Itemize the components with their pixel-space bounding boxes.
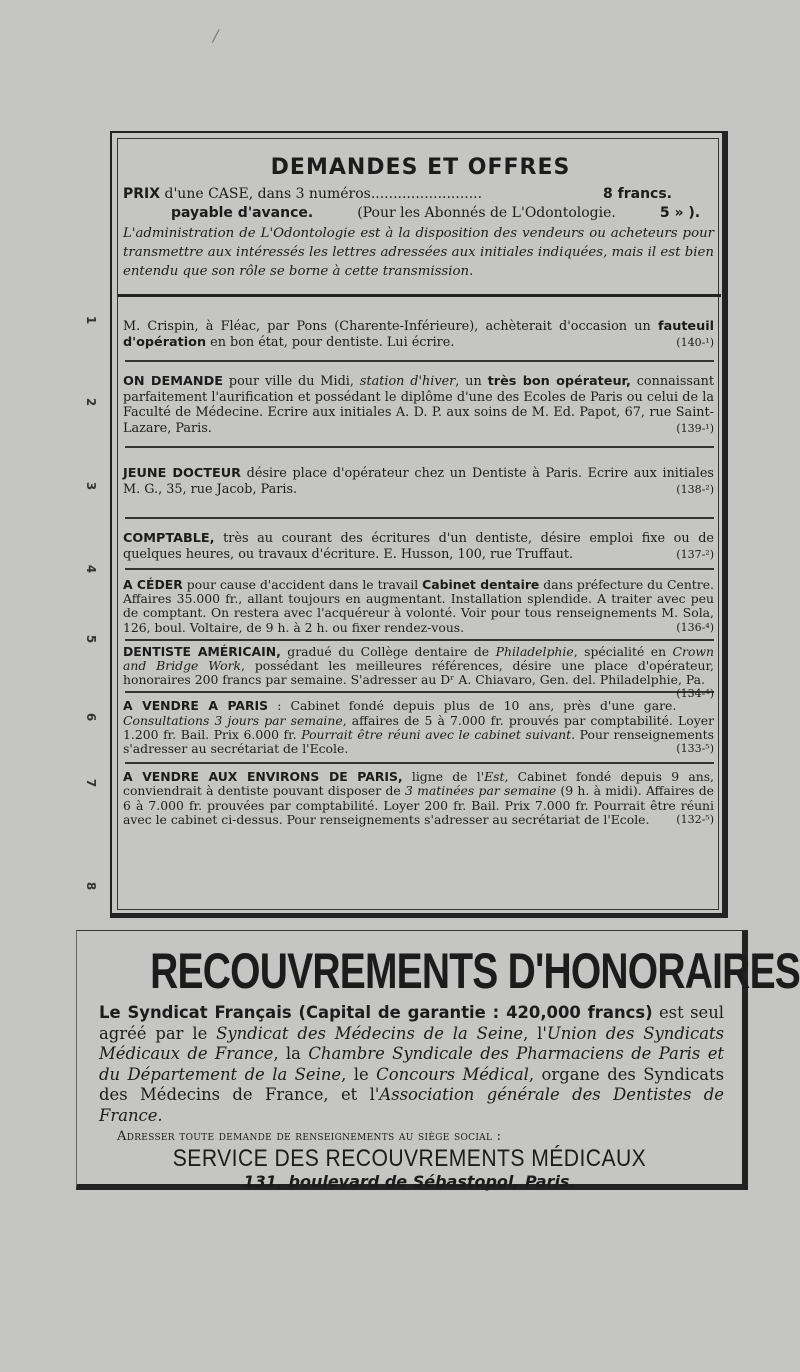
ad-bold: très bon opérateur, bbox=[487, 374, 631, 389]
price-label: PRIX bbox=[123, 186, 161, 202]
margin-number: 4 bbox=[84, 564, 99, 574]
divider bbox=[125, 568, 714, 570]
banner-italic: Union des Syndicats Médicaux de France bbox=[99, 1023, 725, 1063]
banner-text: , le bbox=[341, 1064, 377, 1084]
price-block bbox=[123, 185, 718, 223]
ad-italic: Philadelphie bbox=[495, 643, 574, 659]
margin-number: 7 bbox=[84, 778, 99, 788]
street-address: 131, boulevard de Sébastopol, Paris. bbox=[243, 1172, 576, 1191]
ad-text: très au courant des écritures d'un dentiste, désire emploi fixe ou de quelques heures, ou travaux d'écriture. E. Husson, 100, rue Truffaut. bbox=[123, 531, 714, 562]
classifieds-box bbox=[110, 131, 728, 918]
ad-text: , Cabinet fondé depuis 9 ans, conviendrait à dentiste pouvant disposer de bbox=[123, 769, 714, 799]
classified-ad bbox=[123, 531, 718, 562]
page-mark: / bbox=[213, 26, 219, 45]
ad-text: ligne de l' bbox=[402, 769, 485, 785]
ad-reference: (134-⁴) bbox=[676, 687, 714, 701]
ad-text: , affaires de 5 à 7.000 fr. prouvés par comptabilité. Loyer 1.200 fr. Bail. Prix 6.000 fr. bbox=[123, 712, 714, 742]
subscriber-text: (Pour les Abonnés de L'Odontologie. bbox=[357, 205, 616, 221]
payable-label: payable d'avance. bbox=[171, 205, 314, 221]
divider bbox=[125, 517, 714, 519]
divider bbox=[125, 446, 714, 448]
ad-reference: (137-²) bbox=[676, 547, 714, 561]
classified-ad bbox=[123, 578, 718, 635]
classified-ad bbox=[123, 466, 718, 497]
ad-heading: A VENDRE AUX ENVIRONS DE PARIS, bbox=[123, 769, 403, 785]
ad-italic: Pourrait être réuni avec le cabinet suivant. bbox=[301, 726, 576, 742]
banner-bold: Le Syndicat Français (Capital de garantie : 420,000 francs) bbox=[99, 1003, 653, 1022]
administration-note: L'administration de L'Odontologie est à la disposition des vendeurs ou acheteurs pour transmettre aux intéressés les lettres adressées aux initiales indiquées, mais il est bien entendu que son rôle se borne à cette transmission. bbox=[123, 226, 714, 279]
banner-italic: Association générale des Dentistes de France. bbox=[99, 1085, 724, 1125]
classifieds-inner bbox=[117, 138, 719, 910]
classified-ad bbox=[123, 319, 718, 350]
banner-text: , organe des Syndicats des Médecins de France, et l' bbox=[99, 1064, 724, 1104]
margin-number: 2 bbox=[84, 397, 99, 407]
section-title: DEMANDES ET OFFRES bbox=[270, 155, 571, 180]
ad-text: pour ville du Midi, bbox=[222, 374, 360, 389]
ad-bold: Cabinet dentaire bbox=[422, 577, 540, 592]
ad-italic: Crown and Bridge Work bbox=[123, 643, 714, 674]
banner-text: est seul agréé par le bbox=[99, 1003, 724, 1043]
ad-italic: Est bbox=[484, 769, 505, 785]
ad-bold: fauteuil d'opération bbox=[123, 319, 714, 350]
ad-text: , un bbox=[455, 374, 488, 389]
banner-text: , l' bbox=[523, 1023, 547, 1043]
ad-text: en bon état, pour dentiste. Lui écrire. bbox=[206, 334, 455, 350]
ad-reference: (139-¹) bbox=[676, 421, 714, 435]
ad-italic: Consultations 3 jours par semaine bbox=[123, 712, 343, 728]
banner-paragraph bbox=[99, 1003, 724, 1126]
recovery-banner bbox=[76, 930, 800, 1191]
ad-text: gradué du Collège dentaire de bbox=[280, 643, 496, 659]
classified-ad bbox=[123, 699, 718, 756]
ad-text: pour cause d'accident dans le travail bbox=[182, 577, 423, 592]
divider bbox=[125, 639, 714, 641]
ad-text: : Cabinet fondé depuis plus de 10 ans, près d'une gare. bbox=[268, 698, 677, 714]
service-name: SERVICE DES RECOUVREMENTS MÉDICAUX bbox=[172, 1145, 647, 1172]
ad-reference: (138-²) bbox=[676, 482, 714, 496]
ad-text: connaissant parfaitement l'aurification et possédant le diplôme d'une des Ecoles de Paris ou celui de la Faculté de Médecine. Ecrire aux initiales A. D. P. aux soins de M. Ed. Papot, 67, rue Saint-Lazare, Paris. bbox=[123, 374, 714, 436]
ad-heading: A VENDRE A PARIS bbox=[123, 698, 269, 714]
ad-text: , possédant les meilleures références, désire une place d'opérateur, honoraires 200 francs par semaine. S'adresser au Dʳ A. Chiavaro, Gen. del. Philadelphie, Pa. bbox=[123, 658, 714, 688]
price-text: d'une CASE, dans 3 numéros......................... bbox=[164, 186, 483, 202]
divider bbox=[125, 691, 714, 693]
price-line-2 bbox=[123, 204, 718, 223]
divider bbox=[118, 294, 721, 297]
price-line-1 bbox=[123, 185, 718, 204]
ad-reference: (133-⁵) bbox=[676, 742, 714, 756]
ad-heading: DENTISTE AMÉRICAIN, bbox=[123, 643, 281, 659]
margin-number: 3 bbox=[84, 481, 99, 491]
classified-ad bbox=[123, 770, 718, 827]
divider bbox=[125, 762, 714, 764]
ad-reference: (140-¹) bbox=[676, 335, 714, 349]
margin-number: 8 bbox=[84, 881, 99, 891]
ad-heading: A CÉDER bbox=[123, 577, 183, 592]
address-instruction: Adresser toute demande de renseignements au siège social : bbox=[117, 1129, 502, 1144]
classified-ad bbox=[123, 643, 718, 701]
ad-heading: ON DEMANDE bbox=[123, 374, 223, 389]
banner-text: , la bbox=[273, 1044, 309, 1063]
ad-reference: (132-⁵) bbox=[676, 812, 714, 826]
banner-title: RECOUVREMENTS D'HONORAIRES bbox=[150, 943, 800, 999]
ad-text: désire place d'opérateur chez un Dentiste à Paris. Ecrire aux initiales M. G., 35, rue Jacob, Paris. bbox=[123, 466, 714, 497]
banner-italic: Syndicat des Médecins de la Seine bbox=[216, 1023, 524, 1043]
subscriber-amount: 5 » ). bbox=[659, 205, 701, 221]
ad-text: M. Crispin, à Fléac, par Pons (Charente-Inférieure), achèterait d'occasion un bbox=[123, 319, 658, 334]
ad-italic: station d'hiver bbox=[359, 374, 456, 389]
ad-text: (9 h. à midi). Affaires de 6 à 7.000 fr. prouvées par comptabilité. Loyer 200 fr. Bail. Prix 7.000 fr. Pourrait être réuni avec le cabinet ci-dessus. Pour renseignements s'adresser au secrétariat de l'Ecole. bbox=[123, 783, 714, 827]
margin-number: 1 bbox=[84, 315, 99, 325]
banner-italic: Concours Médical bbox=[376, 1064, 529, 1084]
ad-heading: COMPTABLE, bbox=[123, 531, 215, 546]
ad-text: dans préfecture du Centre. Affaires 35.000 fr., allant toujours en augmentant. Installation splendide. A traiter avec peu de comptant. On restera avec l'acquéreur à volonté. Voir pour tous renseignements M. Sola, 126, boul. Voltaire, de 9 h. à 2 h. ou fixer rendez-vous. bbox=[123, 577, 714, 635]
ad-heading: JEUNE DOCTEUR bbox=[123, 466, 242, 481]
ad-reference: (136-⁴) bbox=[676, 620, 714, 634]
ad-text: , spécialité en bbox=[573, 643, 673, 659]
price-amount: 8 francs. bbox=[603, 186, 672, 202]
divider bbox=[125, 360, 714, 362]
banner-italic: Chambre Syndicale des Pharmaciens de Paris et du Département de la Seine bbox=[99, 1044, 724, 1084]
ad-italic: 3 matinées par semaine bbox=[405, 783, 557, 799]
ad-text: Pour renseignements s'adresser au secrétariat de l'Ecole. bbox=[123, 726, 714, 757]
classified-ad bbox=[123, 374, 718, 436]
margin-number: 6 bbox=[84, 712, 99, 722]
margin-number: 5 bbox=[84, 634, 99, 644]
